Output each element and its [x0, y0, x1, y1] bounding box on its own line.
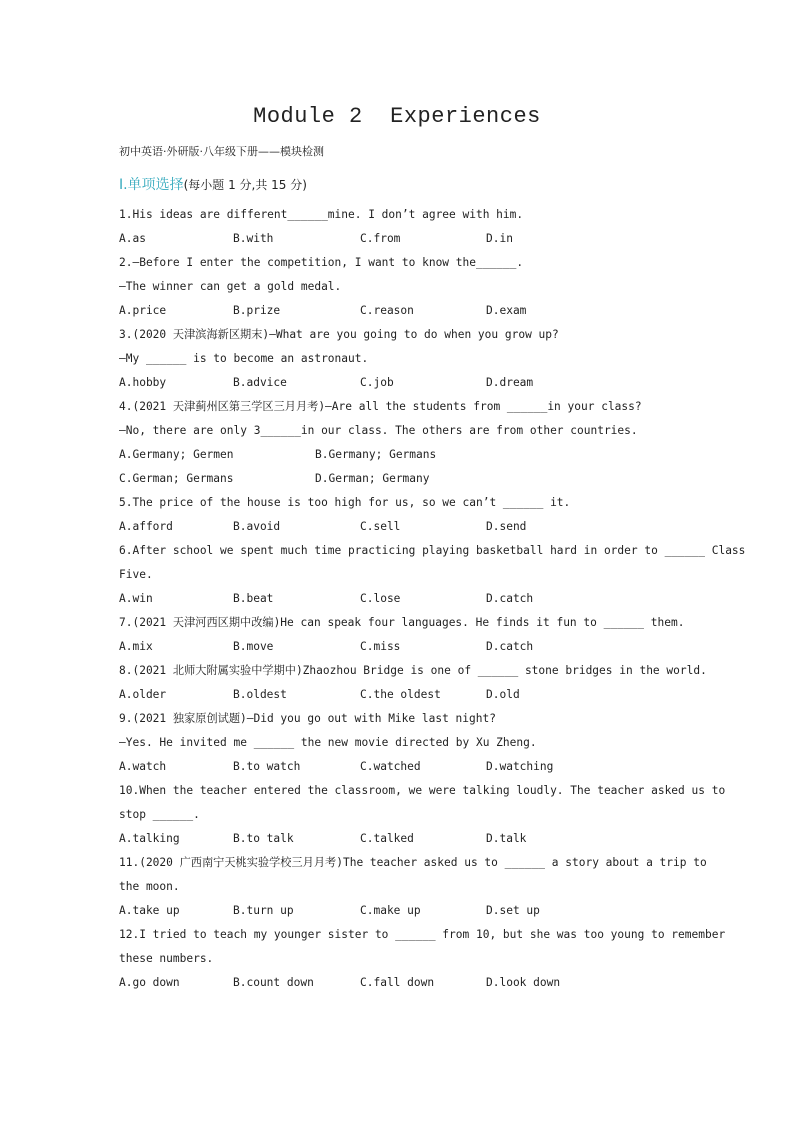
- question-line: 3.(2020 天津滨海新区期末)—What are you going to do when you grow up?: [119, 328, 559, 341]
- answer-option: C.German; Germans: [119, 472, 234, 485]
- answer-option: A.win: [119, 592, 153, 605]
- answer-option: A.price: [119, 304, 167, 317]
- answer-option: A.afford: [119, 520, 173, 533]
- answer-option: C.from: [360, 232, 401, 245]
- answer-option: A.Germany; Germen: [119, 448, 234, 461]
- question-line: the moon.: [119, 880, 180, 893]
- answer-option: B.advice: [233, 376, 287, 389]
- answer-option: B.beat: [233, 592, 274, 605]
- question-line: —My ______ is to become an astronaut.: [119, 352, 369, 365]
- answer-option: A.older: [119, 688, 167, 701]
- answer-option: C.talked: [360, 832, 414, 845]
- answer-option: C.the oldest: [360, 688, 441, 701]
- answer-option: C.make up: [360, 904, 421, 917]
- page-title: Module 2 Experiences: [253, 104, 541, 129]
- answer-options: [119, 227, 679, 251]
- answer-option: D.send: [486, 520, 527, 533]
- answer-option: C.miss: [360, 640, 401, 653]
- answer-option: D.dream: [486, 376, 534, 389]
- question-list: [119, 203, 746, 995]
- question-line: 4.(2021 天津蓟州区第三学区三月月考)—Are all the students from ______in your class?: [119, 400, 642, 413]
- question-line: Five.: [119, 568, 153, 581]
- question-line: 8.(2021 北师大附属实验中学期中)Zhaozhou Bridge is one of ______ stone bridges in the world.: [119, 664, 707, 677]
- answer-option: D.German; Germany: [315, 472, 430, 485]
- answer-option: A.hobby: [119, 376, 167, 389]
- answer-option: D.catch: [486, 640, 534, 653]
- answer-option: B.move: [233, 640, 274, 653]
- answer-option: C.sell: [360, 520, 401, 533]
- section-heading: [119, 174, 307, 194]
- answer-options: [119, 587, 679, 611]
- question-line: 2.—Before I enter the competition, I want to know the______.: [119, 256, 524, 269]
- answer-option: D.watching: [486, 760, 554, 773]
- answer-option: D.in: [486, 232, 513, 245]
- question-line: 10.When the teacher entered the classroom, we were talking loudly. The teacher asked us to: [119, 784, 726, 797]
- section-note: (每小题 1 分,共 15 分): [183, 178, 307, 192]
- answer-option: B.avoid: [233, 520, 281, 533]
- answer-option: B.oldest: [233, 688, 287, 701]
- question-line: 12.I tried to teach my younger sister to ______ from 10, but she was too young to remember: [119, 928, 726, 941]
- answer-option: D.look down: [486, 976, 561, 989]
- answer-option: C.fall down: [360, 976, 435, 989]
- section-title: Ⅰ.单项选择: [119, 177, 184, 193]
- answer-options: [119, 515, 679, 539]
- answer-option: B.prize: [233, 304, 281, 317]
- question-line: 1.His ideas are different______mine. I don’t agree with him.: [119, 208, 524, 221]
- answer-options: [119, 755, 679, 779]
- answer-option: C.job: [360, 376, 394, 389]
- answer-options: [119, 299, 679, 323]
- question-line: —No, there are only 3______in our class. The others are from other countries.: [119, 424, 638, 437]
- question-line: —Yes. He invited me ______ the new movie directed by Xu Zheng.: [119, 736, 537, 749]
- answer-option: D.catch: [486, 592, 534, 605]
- answer-option: B.to watch: [233, 760, 301, 773]
- question-line: stop ______.: [119, 808, 200, 821]
- page-subtitle: 初中英语·外研版·八年级下册——模块检测: [119, 145, 324, 158]
- answer-option: B.with: [233, 232, 274, 245]
- answer-option: D.old: [486, 688, 520, 701]
- answer-option: D.exam: [486, 304, 527, 317]
- question-line: 9.(2021 独家原创试题)—Did you go out with Mike last night?: [119, 712, 496, 725]
- question-line: 5.The price of the house is too high for us, so we can’t ______ it.: [119, 496, 571, 509]
- answer-option: B.to talk: [233, 832, 294, 845]
- answer-option: D.set up: [486, 904, 540, 917]
- answer-option: C.reason: [360, 304, 414, 317]
- answer-option: A.talking: [119, 832, 180, 845]
- answer-options: [119, 899, 679, 923]
- question-line: 11.(2020 广西南宁天桃实验学校三月月考)The teacher asked us to ______ a story about a trip to: [119, 856, 707, 869]
- answer-option: B.turn up: [233, 904, 294, 917]
- answer-option: A.go down: [119, 976, 180, 989]
- question-line: 7.(2021 天津河西区期中改编)He can speak four languages. He finds it fun to ______ them.: [119, 616, 685, 629]
- answer-option: B.Germany; Germans: [315, 448, 437, 461]
- answer-option: A.as: [119, 232, 146, 245]
- answer-options: [119, 971, 679, 995]
- answer-option: C.watched: [360, 760, 421, 773]
- answer-option: C.lose: [360, 592, 401, 605]
- answer-option: B.count down: [233, 976, 314, 989]
- answer-option: A.take up: [119, 904, 180, 917]
- question-line: these numbers.: [119, 952, 214, 965]
- answer-option: A.watch: [119, 760, 167, 773]
- answer-option: D.talk: [486, 832, 527, 845]
- answer-option: A.mix: [119, 640, 153, 653]
- question-line: —The winner can get a gold medal.: [119, 280, 342, 293]
- question-line: 6.After school we spent much time practicing playing basketball hard in order to ______ Class: [119, 544, 746, 557]
- answer-options: [119, 635, 679, 659]
- answer-options: [119, 683, 679, 707]
- answer-options: [119, 467, 679, 491]
- answer-options: [119, 443, 679, 467]
- answer-options: [119, 371, 679, 395]
- answer-options: [119, 827, 679, 851]
